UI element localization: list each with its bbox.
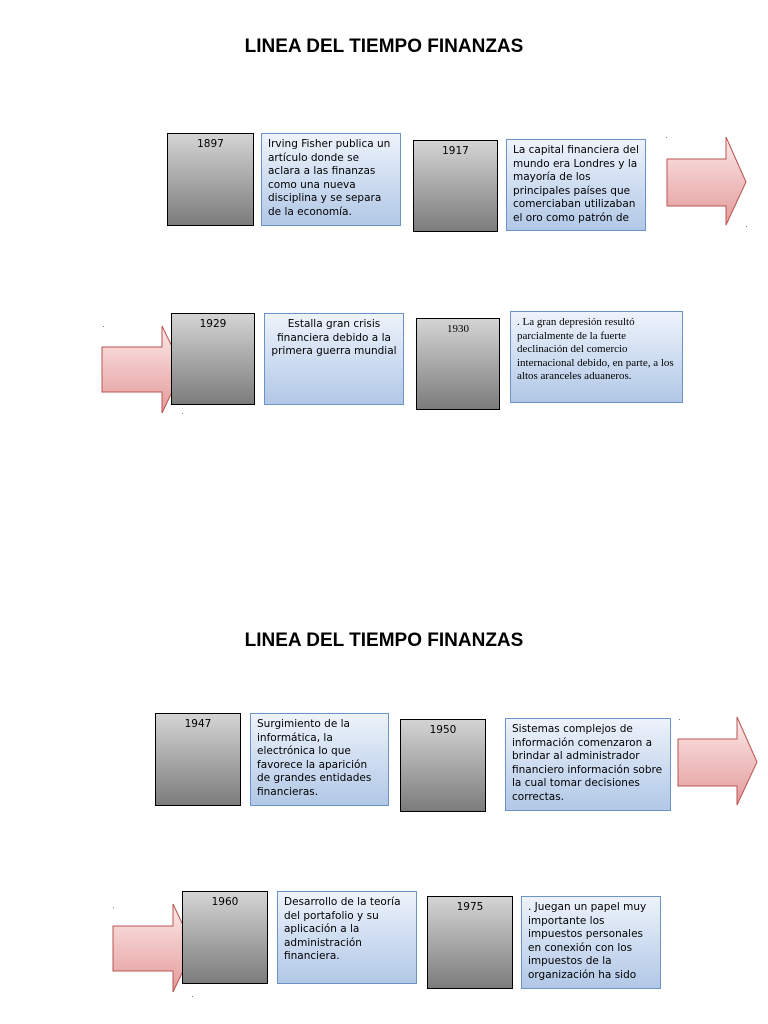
year-box-1930: 1930	[416, 318, 500, 410]
event-description-1897: Irving Fisher publica un artículo donde se aclara a las finanzas como una nueva disciplina y se separa de la economía.	[261, 133, 401, 226]
anchor-mark	[192, 996, 193, 997]
anchor-mark	[679, 719, 680, 720]
page-title: LINEA DEL TIEMPO FINANZAS	[244, 630, 524, 651]
anchor-mark	[746, 226, 747, 227]
year-box-1917: 1917	[413, 140, 498, 232]
anchor-mark	[666, 137, 667, 138]
page-title: LINEA DEL TIEMPO FINANZAS	[244, 36, 524, 57]
anchor-mark	[182, 413, 183, 414]
event-description-1950: Sistemas complejos de información comenzaron a brindar al administrador financiero información sobre la cual tomar decisiones correctas.	[505, 718, 671, 811]
year-box-1950: 1950	[400, 719, 486, 812]
year-box-1947: 1947	[155, 713, 241, 806]
event-description-1960: Desarrollo de la teoría del portafolio y su aplicación a la administración financiera.	[277, 891, 417, 984]
event-description-1930: . La gran depresión resultó parcialmente de la fuerte declinación del comercio internacional debido, en parte, a los altos aranceles aduaneros.	[510, 311, 683, 403]
anchor-mark	[103, 326, 104, 327]
year-box-1975: 1975	[427, 896, 513, 989]
event-description-1929: Estalla gran crisis financiera debido a la primera guerra mundial	[264, 313, 404, 405]
event-description-1947: Surgimiento de la informática, la electrónica lo que favorece la aparición de grandes entidades financieras.	[250, 713, 389, 806]
arrow-right-icon	[666, 136, 750, 228]
year-box-1929: 1929	[171, 313, 255, 405]
event-description-1975: . Juegan un papel muy importante los impuestos personales en conexión con los impuestos de la organización ha sido	[521, 896, 661, 989]
arrow-right-icon	[677, 716, 761, 808]
anchor-mark	[113, 907, 114, 908]
year-box-1897: 1897	[167, 133, 254, 226]
event-description-1917: La capital financiera del mundo era Londres y la mayoría de los principales países que comerciaban utilizaban el oro como patrón de	[506, 139, 646, 231]
year-box-1960: 1960	[182, 891, 268, 984]
